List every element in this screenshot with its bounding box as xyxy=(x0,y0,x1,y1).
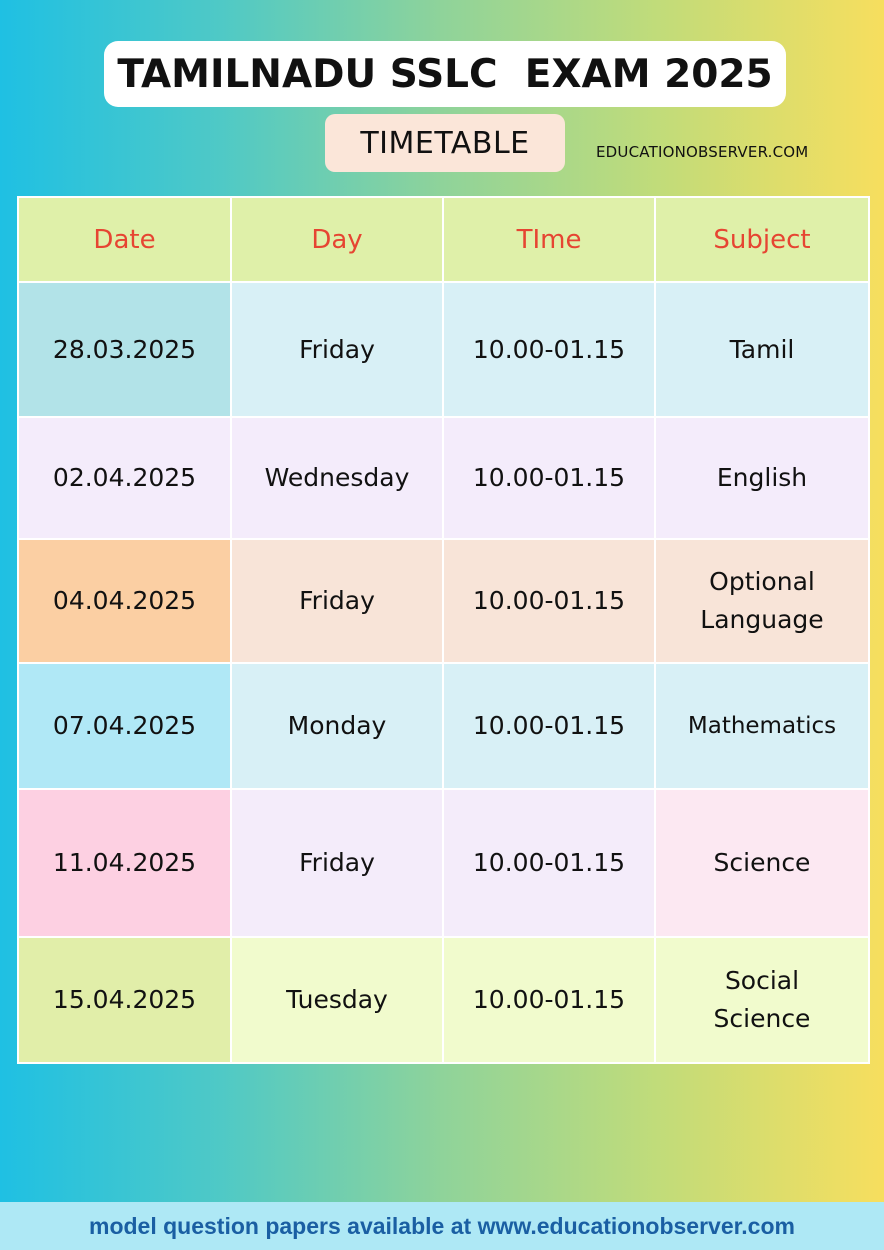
cell-day: Monday xyxy=(231,663,443,789)
cell-date: 02.04.2025 xyxy=(18,417,231,539)
cell-time: 10.00-01.15 xyxy=(443,663,655,789)
cell-day: Tuesday xyxy=(231,937,443,1063)
cell-day: Friday xyxy=(231,539,443,663)
cell-subject: Optional Language xyxy=(655,539,869,663)
table-row xyxy=(18,282,869,417)
table-row xyxy=(18,789,869,937)
table-header-row xyxy=(18,197,869,282)
page-title: TAMILNADU SSLC EXAM 2025 xyxy=(117,51,773,97)
cell-day: Friday xyxy=(231,282,443,417)
cell-subject: Tamil xyxy=(655,282,869,417)
column-header-date: Date xyxy=(18,197,231,282)
cell-date: 07.04.2025 xyxy=(18,663,231,789)
timetable xyxy=(17,196,870,1064)
cell-day: Wednesday xyxy=(231,417,443,539)
site-name: EDUCATIONOBSERVER.COM xyxy=(596,143,809,161)
page-subtitle: TIMETABLE xyxy=(360,125,530,161)
column-header-time: TIme xyxy=(443,197,655,282)
column-header-subject: Subject xyxy=(655,197,869,282)
column-header-day: Day xyxy=(231,197,443,282)
cell-time: 10.00-01.15 xyxy=(443,789,655,937)
cell-date: 11.04.2025 xyxy=(18,789,231,937)
cell-subject: English xyxy=(655,417,869,539)
footer-text: model question papers available at www.educationobserver.com xyxy=(89,1212,795,1239)
title-banner xyxy=(104,41,786,107)
subtitle-banner xyxy=(325,114,565,172)
table-row xyxy=(18,663,869,789)
cell-date: 28.03.2025 xyxy=(18,282,231,417)
cell-time: 10.00-01.15 xyxy=(443,417,655,539)
cell-time: 10.00-01.15 xyxy=(443,282,655,417)
cell-subject: Mathematics xyxy=(655,663,869,789)
table-row xyxy=(18,539,869,663)
cell-date: 04.04.2025 xyxy=(18,539,231,663)
table-row xyxy=(18,937,869,1063)
cell-time: 10.00-01.15 xyxy=(443,539,655,663)
cell-subject: Science xyxy=(655,789,869,937)
table-row xyxy=(18,417,869,539)
cell-subject: Social Science xyxy=(655,937,869,1063)
cell-day: Friday xyxy=(231,789,443,937)
cell-date: 15.04.2025 xyxy=(18,937,231,1063)
cell-time: 10.00-01.15 xyxy=(443,937,655,1063)
footer-banner xyxy=(0,1202,884,1250)
